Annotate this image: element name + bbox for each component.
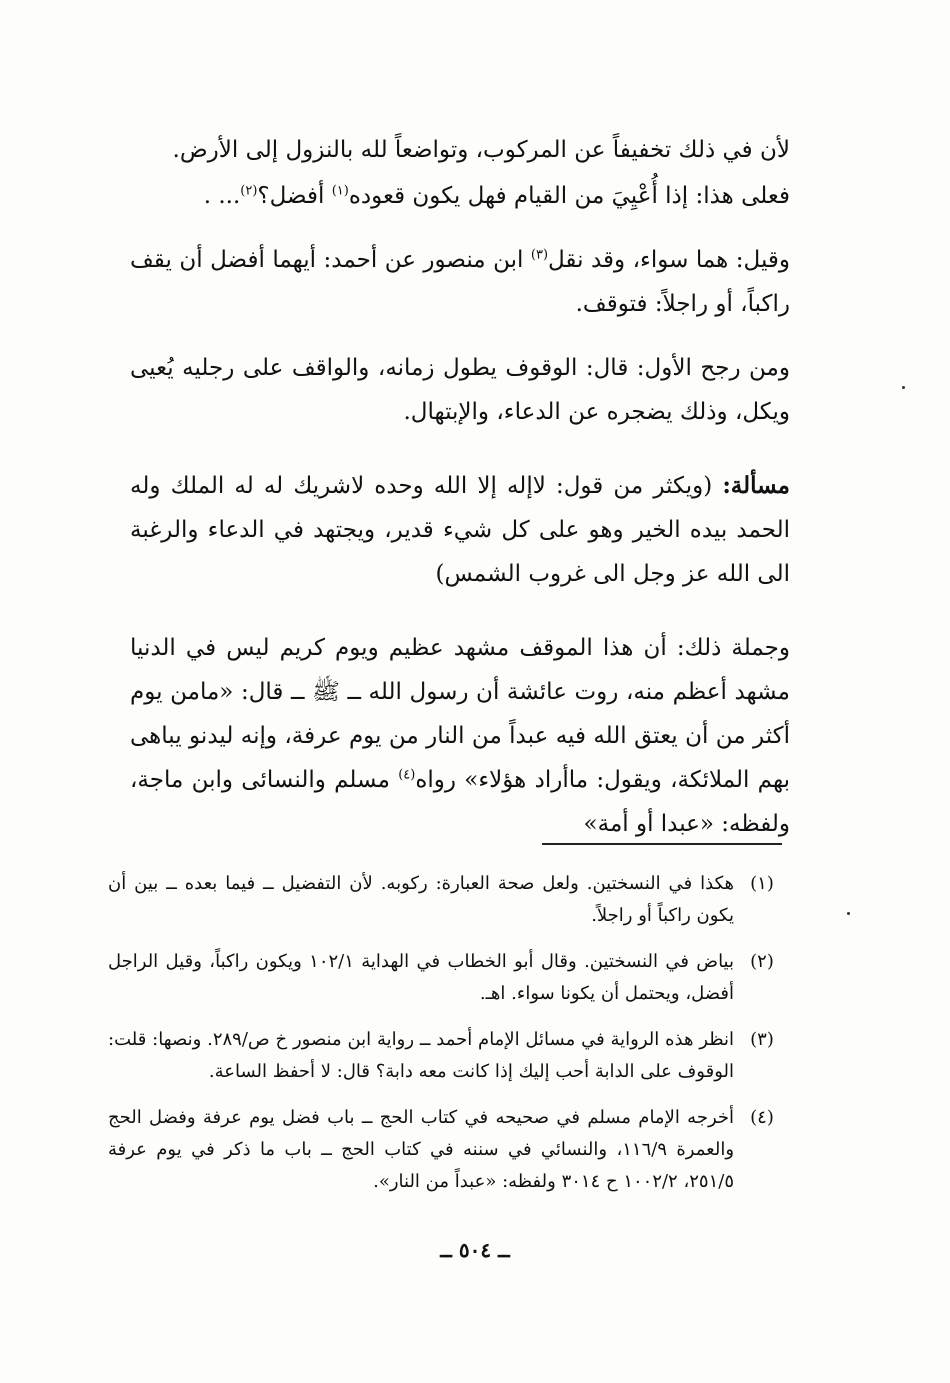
paragraph-4 — [130, 346, 790, 434]
footnote-ref-1: (١) — [331, 183, 349, 199]
footnote-3 — [108, 1024, 790, 1088]
scan-speck — [902, 386, 905, 389]
footnote-ref-4: (٤) — [398, 767, 416, 783]
footnote-2 — [108, 946, 790, 1010]
paragraph-3-text-b: ابن منصور عن أحمد: أيهما أفضل أن يقف راكباً، أو راجلاً: فتوقف. — [130, 247, 790, 317]
footnote-ref-3: (٣) — [530, 247, 549, 263]
footnote-text: بياض في النسختين. وقال أبو الخطاب في الهداية ١٠٢/١ ويكون راكباً، وقيل الراجل أفضل، ويحتمل أن يكونا سواء. اهـ. — [108, 951, 734, 1004]
footnote-number: (٣) — [750, 1029, 774, 1050]
footnotes — [108, 868, 790, 1212]
footnote-number: (١) — [750, 873, 774, 894]
paragraph-6-text-a: وجملة ذلك: أن هذا الموقف مشهد عظيم ويوم كريم ليس في الدنيا مشهد أعظم منه، روت عائشة أن رسول الله ــ ﷺ ــ قال: «مامن يوم أكثر من أن يعتق الله فيه عبداً من النار من يوم عرفة، وإنه ليدنو يباهى بهم الملائكة، ويقول: ماأراد هؤلاء» رواه — [130, 635, 790, 793]
paragraph-3 — [130, 238, 790, 326]
scan-speck — [847, 912, 850, 915]
footnote-1 — [108, 868, 790, 932]
paragraph-6 — [130, 626, 790, 846]
paragraph-4-text: ومن رجح الأول: قال: الوقوف يطول زمانه، والواقف على رجليه يُعيى ويكل، وذلك يضجره عن الدعاء، والإبتهال. — [130, 355, 790, 425]
footnote-4 — [108, 1102, 790, 1198]
paragraph-2-text-c: ... . — [203, 183, 241, 209]
paragraph-6-text-b: مسلم والنسائى وابن ماجة، ولفظه: «عبدا أو أمة» — [130, 767, 790, 837]
paragraph-1 — [130, 128, 790, 172]
paragraph-2-text-a: فعلى هذا: إذا أُعْيِيَ من القيام فهل يكون قعوده — [348, 183, 790, 209]
footnote-number: (٤) — [750, 1107, 774, 1128]
paragraph-2-text-b: أفضل؟ — [257, 183, 332, 209]
page-number: ــ ٥٠٤ ــ — [440, 1238, 510, 1262]
footnote-text: أخرجه الإمام مسلم في صحيحه في كتاب الحج ــ باب فضل يوم عرفة وفضل الحج والعمرة ١١٦/٩، والنسائي في سننه في كتاب الحج ــ باب ما ذكر في يوم عرفة ٢٥١/٥، ١٠٠٢/٢ ح ٣٠١٤ ولفظه: «عبداً من النار». — [108, 1107, 735, 1192]
footnote-ref-2: (٢) — [240, 183, 258, 199]
footnote-text: انظر هذه الرواية في مسائل الإمام أحمد ــ رواية ابن منصور خ ص/٢٨٩. ونصها: قلت: الوقوف على الدابة أحب إليك إذا كانت معه دابة؟ قال: لا أحفظ الساعة. — [108, 1029, 735, 1082]
main-text — [130, 128, 790, 846]
footnote-divider — [542, 843, 782, 845]
masala-text: (ويكثر من قول: لاإله إلا الله وحده لاشريك له له الملك وله الحمد بيده الخير وهو على كل شيء قدير، ويجتهد في الدعاء والرغبة الى الله عز وجل الى غروب الشمس) — [130, 473, 790, 587]
paragraph-3-text-a: وقيل: هما سواء، وقد نقل — [548, 247, 790, 273]
footnote-text: هكذا في النسختين. ولعل صحة العبارة: ركوبه. لأن التفضيل ــ فيما بعده ــ بين أن يكون راكباً أو راجلاً. — [108, 873, 734, 926]
footnote-number: (٢) — [750, 951, 774, 972]
paragraph-2 — [130, 174, 790, 218]
paragraph-masala — [130, 464, 790, 596]
masala-label: مسألة: — [722, 472, 790, 499]
paragraph-1-text: لأن في ذلك تخفيفاً عن المركوب، وتواضعاً لله بالنزول إلى الأرض. — [172, 137, 790, 163]
